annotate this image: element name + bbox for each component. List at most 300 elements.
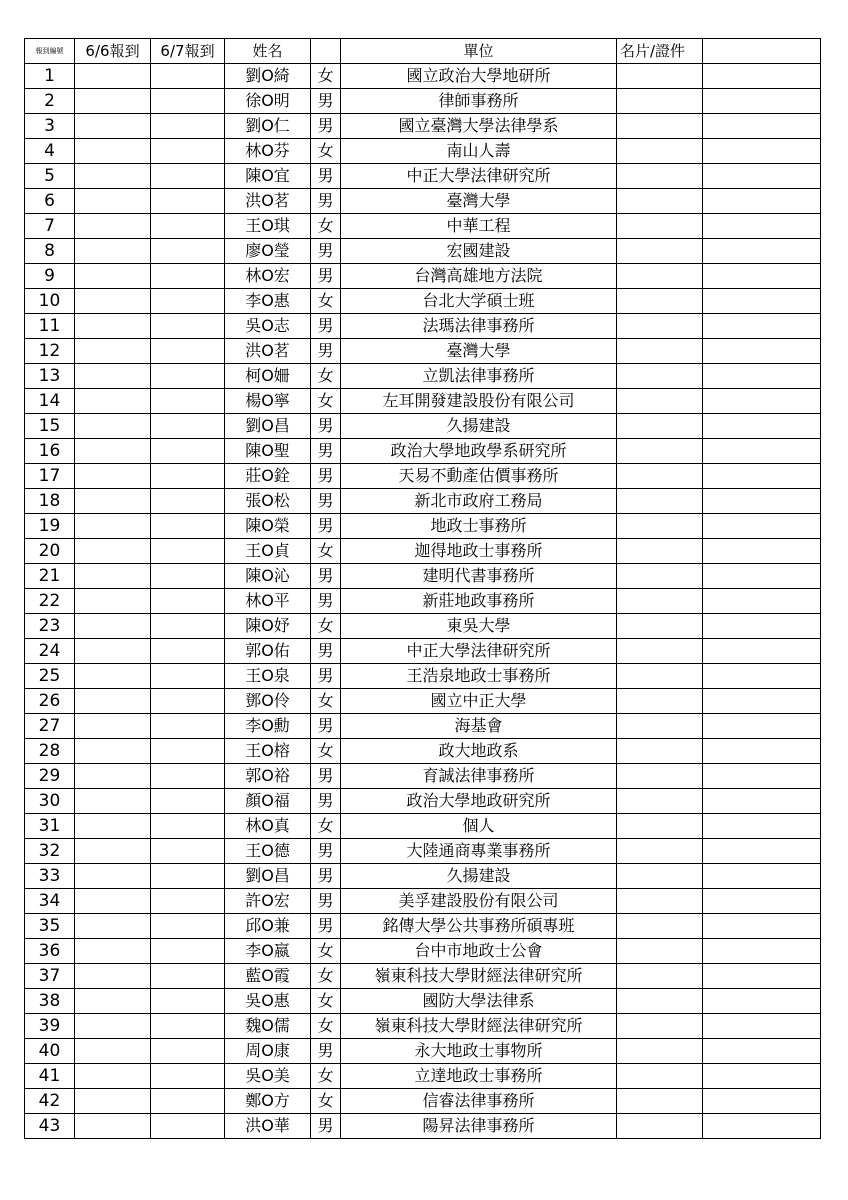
cell-extra: [703, 539, 821, 564]
cell-business-card: [617, 589, 703, 614]
cell-extra: [703, 464, 821, 489]
cell-checkin-number: 16: [25, 439, 75, 464]
cell-business-card: [617, 839, 703, 864]
cell-name: 郭O佑: [225, 639, 311, 664]
cell-checkin-0606: [75, 814, 151, 839]
table-row: [25, 639, 821, 664]
cell-extra: [703, 1114, 821, 1139]
cell-extra: [703, 164, 821, 189]
cell-business-card: [617, 789, 703, 814]
cell-extra: [703, 339, 821, 364]
cell-gender: 男: [311, 914, 341, 939]
cell-checkin-number: 15: [25, 414, 75, 439]
cell-name: 洪O華: [225, 1114, 311, 1139]
cell-checkin-0606: [75, 939, 151, 964]
cell-checkin-0607: [151, 1039, 225, 1064]
cell-checkin-number: 24: [25, 639, 75, 664]
cell-checkin-0607: [151, 539, 225, 564]
cell-checkin-0607: [151, 789, 225, 814]
cell-checkin-0607: [151, 939, 225, 964]
cell-checkin-0606: [75, 764, 151, 789]
table-row: [25, 164, 821, 189]
cell-checkin-0606: [75, 214, 151, 239]
cell-checkin-number: 30: [25, 789, 75, 814]
cell-unit: 中華工程: [341, 214, 617, 239]
cell-extra: [703, 939, 821, 964]
cell-gender: 男: [311, 564, 341, 589]
cell-name: 王O德: [225, 839, 311, 864]
cell-business-card: [617, 914, 703, 939]
cell-extra: [703, 964, 821, 989]
cell-business-card: [617, 864, 703, 889]
cell-name: 鄭O方: [225, 1089, 311, 1114]
cell-unit: 台中市地政士公會: [341, 939, 617, 964]
table-row: [25, 414, 821, 439]
cell-gender: 男: [311, 864, 341, 889]
cell-unit: 中正大學法律研究所: [341, 164, 617, 189]
cell-gender: 男: [311, 464, 341, 489]
cell-checkin-0606: [75, 714, 151, 739]
cell-gender: 男: [311, 114, 341, 139]
cell-checkin-0606: [75, 914, 151, 939]
cell-checkin-number: 14: [25, 389, 75, 414]
cell-name: 劉O綺: [225, 64, 311, 89]
cell-extra: [703, 739, 821, 764]
table-row: [25, 89, 821, 114]
cell-name: 柯O姍: [225, 364, 311, 389]
table-row: [25, 614, 821, 639]
cell-unit: 大陸通商專業事務所: [341, 839, 617, 864]
cell-gender: 男: [311, 789, 341, 814]
cell-checkin-0607: [151, 964, 225, 989]
cell-business-card: [617, 114, 703, 139]
table-row: [25, 514, 821, 539]
table-row: [25, 764, 821, 789]
header-unit: 單位: [341, 39, 617, 64]
cell-business-card: [617, 564, 703, 589]
cell-unit: 嶺東科技大學財經法律研究所: [341, 964, 617, 989]
cell-unit: 政大地政系: [341, 739, 617, 764]
cell-name: 陳O聖: [225, 439, 311, 464]
cell-checkin-0607: [151, 889, 225, 914]
table-row: [25, 664, 821, 689]
table-row: [25, 264, 821, 289]
cell-checkin-number: 28: [25, 739, 75, 764]
cell-unit: 律師事務所: [341, 89, 617, 114]
cell-gender: 女: [311, 1089, 341, 1114]
cell-unit: 陽昇法律事務所: [341, 1114, 617, 1139]
cell-unit: 政治大學地政學系研究所: [341, 439, 617, 464]
table-row: [25, 564, 821, 589]
cell-checkin-0606: [75, 539, 151, 564]
cell-name: 邱O兼: [225, 914, 311, 939]
cell-name: 洪O茗: [225, 189, 311, 214]
table-row: [25, 914, 821, 939]
table-row: [25, 864, 821, 889]
cell-name: 陳O妤: [225, 614, 311, 639]
cell-business-card: [617, 64, 703, 89]
cell-business-card: [617, 364, 703, 389]
cell-unit: 政治大學地政研究所: [341, 789, 617, 814]
cell-gender: 男: [311, 164, 341, 189]
cell-gender: 女: [311, 539, 341, 564]
cell-gender: 男: [311, 839, 341, 864]
cell-checkin-number: 22: [25, 589, 75, 614]
cell-unit: 臺灣大學: [341, 339, 617, 364]
cell-checkin-0607: [151, 689, 225, 714]
table-row: [25, 689, 821, 714]
cell-gender: 女: [311, 814, 341, 839]
cell-checkin-0607: [151, 439, 225, 464]
cell-business-card: [617, 1014, 703, 1039]
cell-extra: [703, 89, 821, 114]
cell-extra: [703, 264, 821, 289]
cell-checkin-0607: [151, 339, 225, 364]
cell-business-card: [617, 689, 703, 714]
cell-checkin-number: 37: [25, 964, 75, 989]
cell-name: 林O宏: [225, 264, 311, 289]
table-row: [25, 789, 821, 814]
cell-gender: 男: [311, 1039, 341, 1064]
cell-business-card: [617, 639, 703, 664]
cell-checkin-0606: [75, 489, 151, 514]
cell-business-card: [617, 964, 703, 989]
cell-unit: 永大地政士事物所: [341, 1039, 617, 1064]
cell-checkin-number: 32: [25, 839, 75, 864]
cell-checkin-number: 27: [25, 714, 75, 739]
cell-name: 張O松: [225, 489, 311, 514]
cell-gender: 女: [311, 939, 341, 964]
cell-business-card: [617, 439, 703, 464]
cell-unit: 銘傳大學公共事務所碩專班: [341, 914, 617, 939]
cell-checkin-number: 11: [25, 314, 75, 339]
header-checkin-0606: 6/6報到: [75, 39, 151, 64]
cell-extra: [703, 914, 821, 939]
cell-checkin-0606: [75, 514, 151, 539]
cell-checkin-number: 20: [25, 539, 75, 564]
cell-gender: 男: [311, 239, 341, 264]
cell-checkin-0606: [75, 239, 151, 264]
header-checkin-0607: 6/7報到: [151, 39, 225, 64]
cell-extra: [703, 189, 821, 214]
cell-gender: 女: [311, 1014, 341, 1039]
cell-checkin-0607: [151, 264, 225, 289]
cell-business-card: [617, 614, 703, 639]
cell-extra: [703, 1064, 821, 1089]
table-row: [25, 1064, 821, 1089]
cell-checkin-0607: [151, 839, 225, 864]
cell-checkin-0607: [151, 64, 225, 89]
cell-gender: 女: [311, 389, 341, 414]
cell-gender: 男: [311, 514, 341, 539]
cell-unit: 天易不動產估價事務所: [341, 464, 617, 489]
cell-extra: [703, 839, 821, 864]
cell-extra: [703, 789, 821, 814]
cell-checkin-0607: [151, 414, 225, 439]
cell-unit: 國立臺灣大學法律學系: [341, 114, 617, 139]
cell-business-card: [617, 264, 703, 289]
cell-checkin-0606: [75, 189, 151, 214]
cell-gender: 女: [311, 289, 341, 314]
table-row: [25, 464, 821, 489]
cell-unit: 嶺東科技大學財經法律研究所: [341, 1014, 617, 1039]
cell-name: 郭O裕: [225, 764, 311, 789]
cell-extra: [703, 714, 821, 739]
cell-checkin-0607: [151, 464, 225, 489]
cell-checkin-0607: [151, 364, 225, 389]
cell-gender: 女: [311, 214, 341, 239]
cell-checkin-0607: [151, 489, 225, 514]
cell-unit: 中正大學法律研究所: [341, 639, 617, 664]
cell-name: 許O宏: [225, 889, 311, 914]
table-row: [25, 489, 821, 514]
cell-unit: 信睿法律事務所: [341, 1089, 617, 1114]
cell-unit: 新北市政府工務局: [341, 489, 617, 514]
cell-unit: 個人: [341, 814, 617, 839]
cell-gender: 男: [311, 264, 341, 289]
cell-checkin-0606: [75, 889, 151, 914]
cell-name: 陳O榮: [225, 514, 311, 539]
table-row: [25, 439, 821, 464]
cell-name: 王O榕: [225, 739, 311, 764]
table-row: [25, 339, 821, 364]
cell-checkin-0607: [151, 814, 225, 839]
cell-checkin-number: 13: [25, 364, 75, 389]
cell-checkin-0606: [75, 139, 151, 164]
cell-extra: [703, 614, 821, 639]
cell-business-card: [617, 989, 703, 1014]
cell-checkin-0606: [75, 464, 151, 489]
cell-business-card: [617, 764, 703, 789]
cell-checkin-number: 33: [25, 864, 75, 889]
table-row: [25, 64, 821, 89]
table-row: [25, 1114, 821, 1139]
cell-unit: 台北大学碩士班: [341, 289, 617, 314]
cell-extra: [703, 314, 821, 339]
cell-gender: 女: [311, 139, 341, 164]
cell-checkin-0607: [151, 514, 225, 539]
cell-checkin-number: 8: [25, 239, 75, 264]
cell-extra: [703, 114, 821, 139]
cell-checkin-number: 39: [25, 1014, 75, 1039]
cell-checkin-number: 17: [25, 464, 75, 489]
cell-extra: [703, 289, 821, 314]
cell-unit: 國立中正大學: [341, 689, 617, 714]
cell-checkin-0607: [151, 389, 225, 414]
cell-checkin-0607: [151, 314, 225, 339]
cell-checkin-number: 12: [25, 339, 75, 364]
cell-business-card: [617, 214, 703, 239]
table-row: [25, 114, 821, 139]
cell-name: 陳O宜: [225, 164, 311, 189]
cell-checkin-0607: [151, 1114, 225, 1139]
header-checkin-number: 報到編號: [25, 39, 75, 64]
cell-business-card: [617, 314, 703, 339]
cell-gender: 男: [311, 89, 341, 114]
cell-checkin-number: 6: [25, 189, 75, 214]
cell-checkin-0606: [75, 1089, 151, 1114]
cell-checkin-number: 18: [25, 489, 75, 514]
cell-name: 王O貞: [225, 539, 311, 564]
cell-business-card: [617, 1064, 703, 1089]
table-row: [25, 214, 821, 239]
cell-name: 藍O霞: [225, 964, 311, 989]
cell-name: 莊O銓: [225, 464, 311, 489]
cell-checkin-0607: [151, 1014, 225, 1039]
cell-checkin-0606: [75, 639, 151, 664]
cell-unit: 久揚建設: [341, 864, 617, 889]
cell-unit: 東吳大學: [341, 614, 617, 639]
cell-name: 劉O昌: [225, 864, 311, 889]
cell-name: 吳O美: [225, 1064, 311, 1089]
cell-name: 徐O明: [225, 89, 311, 114]
cell-checkin-0607: [151, 214, 225, 239]
cell-business-card: [617, 1089, 703, 1114]
cell-unit: 新莊地政事務所: [341, 589, 617, 614]
cell-business-card: [617, 189, 703, 214]
cell-name: 魏O儒: [225, 1014, 311, 1039]
cell-gender: 女: [311, 689, 341, 714]
cell-unit: 久揚建設: [341, 414, 617, 439]
cell-checkin-number: 26: [25, 689, 75, 714]
cell-gender: 女: [311, 64, 341, 89]
cell-extra: [703, 589, 821, 614]
cell-business-card: [617, 389, 703, 414]
cell-checkin-number: 9: [25, 264, 75, 289]
cell-checkin-number: 36: [25, 939, 75, 964]
cell-unit: 立達地政士事務所: [341, 1064, 617, 1089]
cell-checkin-0607: [151, 589, 225, 614]
cell-gender: 男: [311, 439, 341, 464]
cell-unit: 育誠法律事務所: [341, 764, 617, 789]
header-business-card: 名片/證件: [617, 39, 703, 64]
cell-checkin-0607: [151, 289, 225, 314]
cell-gender: 女: [311, 364, 341, 389]
cell-checkin-number: 2: [25, 89, 75, 114]
cell-business-card: [617, 889, 703, 914]
cell-extra: [703, 364, 821, 389]
cell-checkin-0606: [75, 689, 151, 714]
cell-unit: 南山人壽: [341, 139, 617, 164]
cell-checkin-0607: [151, 989, 225, 1014]
registration-table: [24, 38, 821, 1139]
cell-checkin-0606: [75, 1014, 151, 1039]
header-gender: [311, 39, 341, 64]
cell-unit: 美孚建設股份有限公司: [341, 889, 617, 914]
cell-checkin-number: 25: [25, 664, 75, 689]
cell-extra: [703, 639, 821, 664]
table-row: [25, 589, 821, 614]
cell-checkin-0606: [75, 589, 151, 614]
cell-checkin-0606: [75, 789, 151, 814]
cell-business-card: [617, 1039, 703, 1064]
cell-checkin-number: 21: [25, 564, 75, 589]
cell-checkin-0606: [75, 364, 151, 389]
table-row: [25, 1039, 821, 1064]
table-row: [25, 289, 821, 314]
table-row: [25, 1089, 821, 1114]
table-row: [25, 314, 821, 339]
cell-business-card: [617, 664, 703, 689]
cell-checkin-0607: [151, 614, 225, 639]
cell-extra: [703, 64, 821, 89]
cell-business-card: [617, 489, 703, 514]
cell-extra: [703, 564, 821, 589]
cell-checkin-0607: [151, 1064, 225, 1089]
cell-checkin-0606: [75, 664, 151, 689]
cell-checkin-0607: [151, 714, 225, 739]
cell-checkin-number: 38: [25, 989, 75, 1014]
cell-name: 劉O昌: [225, 414, 311, 439]
cell-checkin-number: 42: [25, 1089, 75, 1114]
cell-checkin-number: 1: [25, 64, 75, 89]
cell-extra: [703, 489, 821, 514]
cell-checkin-0606: [75, 264, 151, 289]
cell-gender: 男: [311, 664, 341, 689]
cell-gender: 女: [311, 1064, 341, 1089]
cell-business-card: [617, 1114, 703, 1139]
cell-checkin-0607: [151, 664, 225, 689]
table-row: [25, 964, 821, 989]
cell-checkin-0607: [151, 89, 225, 114]
cell-checkin-number: 10: [25, 289, 75, 314]
cell-checkin-number: 7: [25, 214, 75, 239]
table-row: [25, 889, 821, 914]
cell-name: 王O泉: [225, 664, 311, 689]
cell-unit: 王浩泉地政士事務所: [341, 664, 617, 689]
cell-name: 洪O茗: [225, 339, 311, 364]
table-row: [25, 389, 821, 414]
table-row: [25, 814, 821, 839]
table-row: [25, 539, 821, 564]
cell-name: 顏O福: [225, 789, 311, 814]
cell-checkin-0606: [75, 989, 151, 1014]
cell-checkin-0606: [75, 414, 151, 439]
table-row: [25, 714, 821, 739]
cell-extra: [703, 764, 821, 789]
cell-checkin-0607: [151, 164, 225, 189]
cell-extra: [703, 389, 821, 414]
cell-business-card: [617, 539, 703, 564]
cell-checkin-0606: [75, 339, 151, 364]
cell-checkin-0607: [151, 764, 225, 789]
cell-checkin-0607: [151, 639, 225, 664]
cell-gender: 男: [311, 1114, 341, 1139]
cell-name: 李O嬴: [225, 939, 311, 964]
cell-checkin-0606: [75, 114, 151, 139]
cell-checkin-number: 5: [25, 164, 75, 189]
cell-gender: 男: [311, 889, 341, 914]
table-row: [25, 139, 821, 164]
cell-checkin-0606: [75, 314, 151, 339]
cell-gender: 男: [311, 314, 341, 339]
cell-name: 王O琪: [225, 214, 311, 239]
cell-checkin-number: 34: [25, 889, 75, 914]
cell-business-card: [617, 464, 703, 489]
cell-extra: [703, 1089, 821, 1114]
cell-checkin-0606: [75, 89, 151, 114]
cell-checkin-number: 3: [25, 114, 75, 139]
cell-checkin-0606: [75, 439, 151, 464]
cell-business-card: [617, 89, 703, 114]
cell-checkin-0607: [151, 864, 225, 889]
cell-name: 吳O惠: [225, 989, 311, 1014]
cell-name: 李O勳: [225, 714, 311, 739]
cell-name: 吳O志: [225, 314, 311, 339]
table-row: [25, 989, 821, 1014]
table-row: [25, 739, 821, 764]
cell-checkin-0607: [151, 564, 225, 589]
